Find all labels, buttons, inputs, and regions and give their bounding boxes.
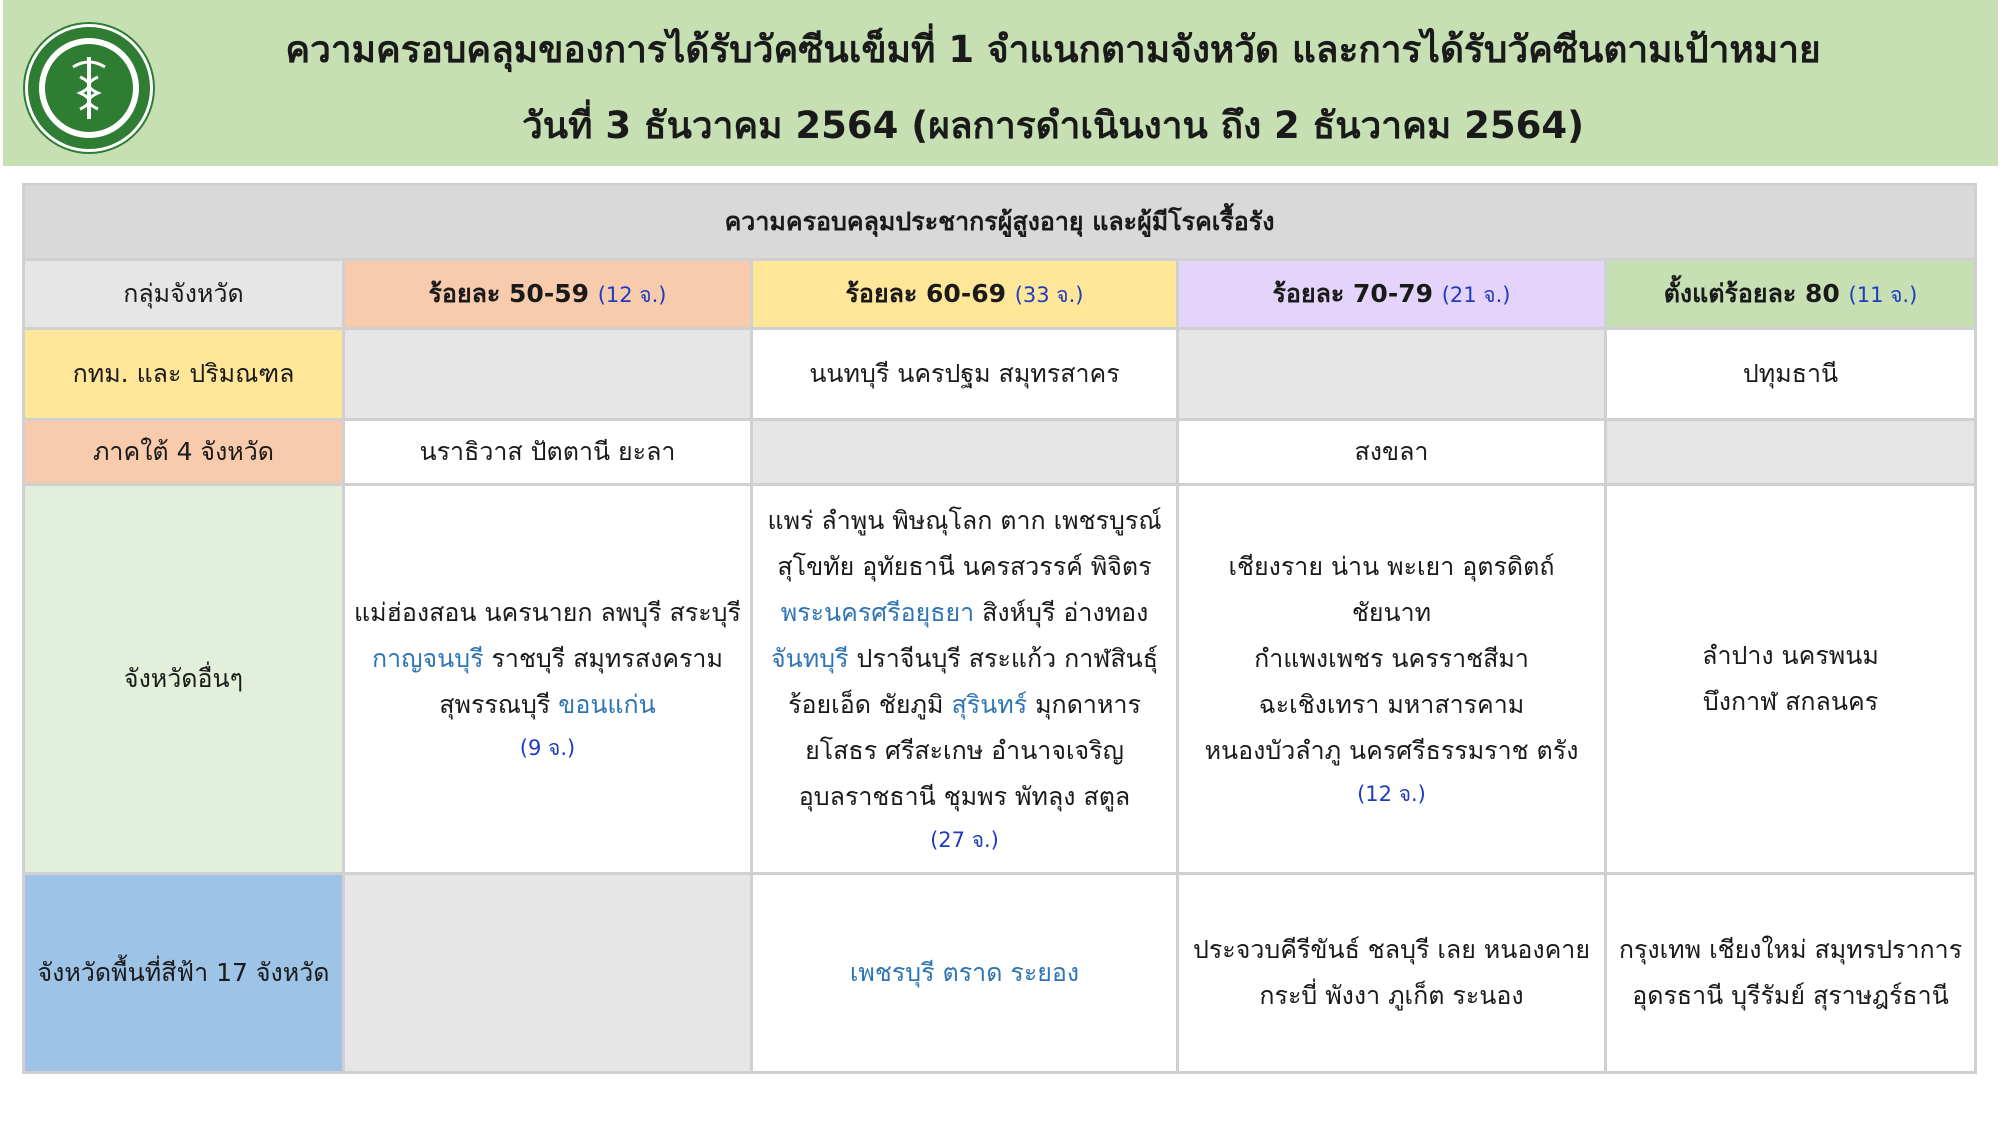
cell-provinces (752, 874, 1178, 1073)
section-header-row (24, 185, 1976, 260)
header-province-group: กลุ่มจังหวัด (24, 260, 344, 329)
province-line: ฉะเชิงเทรา มหาสารคาม (1258, 690, 1525, 719)
cell-provinces (1606, 874, 1976, 1073)
cell-provinces (1178, 874, 1606, 1073)
province-line: อุดรธานี บุรีรัมย์ สุราษฎร์ธานี (1632, 981, 1949, 1010)
header-label: ร้อยละ 50-59 (428, 278, 589, 308)
province-line: เชียงราย น่าน พะเยา อุตรดิตถ์ ชัยนาท (1228, 552, 1555, 627)
empty-cell (1178, 329, 1606, 420)
row-label: กทม. และ ปริมณฑล (24, 329, 344, 420)
province-text: สิงห์บุรี อ่างทอง (974, 598, 1149, 627)
empty-cell (344, 874, 752, 1073)
coverage-table (22, 183, 1977, 1074)
province-line: ลำปาง นครพนม (1702, 641, 1879, 670)
cell-provinces (344, 485, 752, 874)
province-line: ประจวบคีรีขันธ์ ชลบุรี เลย หนองคาย (1192, 935, 1590, 964)
province-highlight: กาญจนบุรี (372, 644, 484, 673)
empty-cell (344, 329, 752, 420)
header-label: ร้อยละ 70-79 (1272, 278, 1433, 308)
province-line: หนองบัวลำภู นครศรีธรรมราช ตรัง (1204, 736, 1579, 765)
cell-provinces (1178, 485, 1606, 874)
caduceus-icon (28, 27, 150, 149)
province-text: สุพรรณบุรี (439, 690, 559, 719)
header-count: (12 จ.) (597, 282, 667, 307)
header-label: ตั้งแต่ร้อยละ 80 (1663, 278, 1840, 308)
province-highlight: สุรินทร์ (951, 690, 1028, 719)
header-label: ร้อยละ 60-69 (845, 278, 1006, 308)
header-count: (21 จ.) (1441, 282, 1511, 307)
cell-provinces: นราธิวาส ปัตตานี ยะลา (344, 420, 752, 485)
row-south-4-provinces (24, 420, 1976, 485)
section-title: ความครอบคลุมประชากรผู้สูงอายุ และผู้มีโรคเรื้อรัง (24, 185, 1976, 260)
province-line (759, 682, 1170, 728)
province-text: ราชบุรี สมุทรสงคราม (483, 644, 723, 673)
row-blue-zone-17-provinces (24, 874, 1976, 1073)
province-highlight: พระนครศรีอยุธยา (780, 598, 975, 627)
province-highlight: ขอนแก่น (558, 690, 656, 719)
province-highlight: เพชรบุรี ตราด ระยอง (849, 958, 1080, 987)
row-label: จังหวัดอื่นๆ (24, 485, 344, 874)
header-percent-80-plus (1606, 260, 1976, 329)
header-count: (33 จ.) (1014, 282, 1084, 307)
province-count: (9 จ.) (519, 736, 576, 760)
cell-provinces: นนทบุรี นครปฐม สมุทรสาคร (752, 329, 1178, 420)
province-line: สุโขทัย อุทัยธานี นครสวรรค์ พิจิตร (777, 552, 1152, 581)
province-line: บึงกาฬ สกลนคร (1702, 687, 1879, 716)
header-count: (11 จ.) (1848, 282, 1918, 307)
row-label: ภาคใต้ 4 จังหวัด (24, 420, 344, 485)
ministry-logo (25, 24, 153, 152)
row-label: จังหวัดพื้นที่สีฟ้า 17 จังหวัด (24, 874, 344, 1073)
province-line: อุบลราชธานี ชุมพร พัทลุง สตูล (798, 782, 1131, 811)
province-text: มุกดาหาร (1027, 690, 1141, 719)
page-subtitle-date: วันที่ 3 ธันวาคม 2564 (ผลการดำเนินงาน ถึง 2 ธันวาคม 2564) (522, 104, 1584, 147)
header-percent-70-79 (1178, 260, 1606, 329)
province-text: ร้อยเอ็ด ชัยภูมิ (788, 690, 952, 719)
header-banner (3, 0, 1998, 166)
row-other-provinces (24, 485, 1976, 874)
province-line: กำแพงเพชร นครราชสีมา (1254, 644, 1529, 673)
cell-provinces (752, 485, 1178, 874)
province-count: (27 จ.) (930, 828, 999, 852)
cell-provinces: ปทุมธานี (1606, 329, 1976, 420)
province-line: ยโสธร ศรีสะเกษ อำนาจเจริญ (805, 736, 1124, 765)
province-line (759, 590, 1170, 636)
column-header-row (24, 260, 1976, 329)
province-text: ปราจีนบุรี สระแก้ว กาฬสินธุ์ (848, 644, 1158, 673)
province-line: แพร่ ลำพูน พิษณุโลก ตาก เพชรบูรณ์ (767, 506, 1162, 535)
empty-cell (1606, 420, 1976, 485)
header-percent-60-69 (752, 260, 1178, 329)
header-percent-50-59 (344, 260, 752, 329)
row-bangkok-vicinity (24, 329, 1976, 420)
province-highlight: จันทบุรี (770, 644, 849, 673)
province-line: กรุงเทพ เชียงใหม่ สมุทรปราการ (1618, 935, 1963, 964)
province-line (351, 682, 744, 728)
cell-provinces: สงขลา (1178, 420, 1606, 485)
empty-cell (752, 420, 1178, 485)
province-count: (12 จ.) (1357, 782, 1426, 806)
page-title: ความครอบคลุมของการได้รับวัคซีนเข็มที่ 1 จำแนกตามจังหวัด และการได้รับวัคซีนตามเป้าหมาย (285, 28, 1821, 71)
province-line: กระบี่ พังงา ภูเก็ต ระนอง (1259, 981, 1524, 1010)
province-line (351, 636, 744, 682)
cell-provinces (1606, 485, 1976, 874)
province-line (759, 636, 1170, 682)
province-line: แม่ฮ่องสอน นครนายก ลพบุรี สระบุรี (354, 598, 741, 627)
